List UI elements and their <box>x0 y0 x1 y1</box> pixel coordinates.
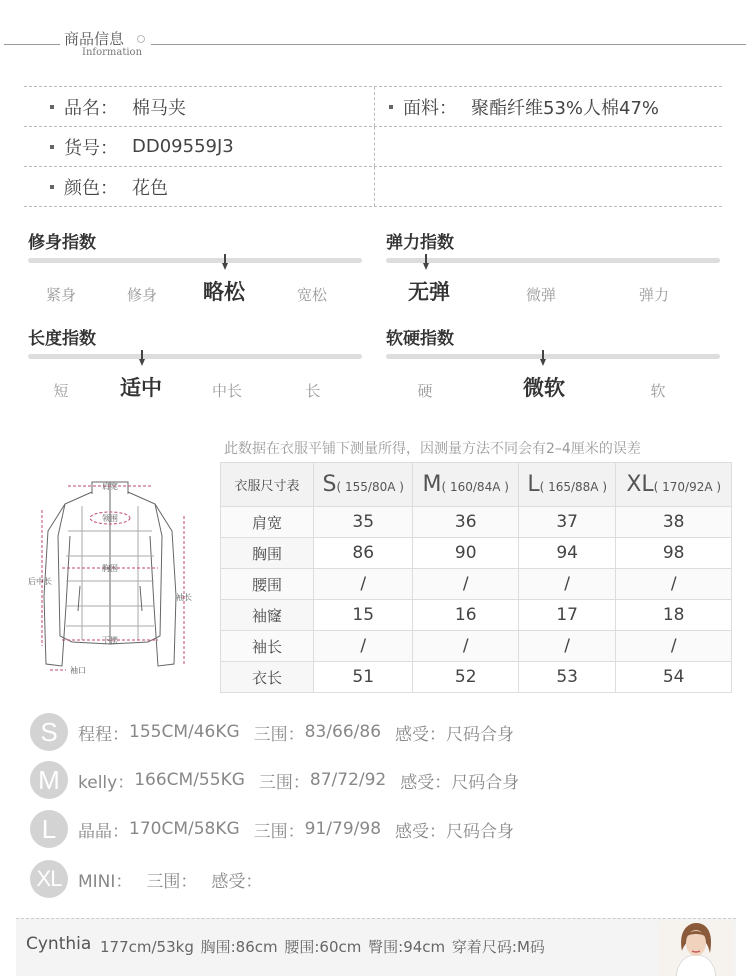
table-cell: 38 <box>616 507 732 538</box>
row-label: 衣长 <box>221 662 314 693</box>
info-value: 棉马夹 <box>132 97 186 119</box>
size-letter: XL <box>626 472 654 497</box>
header-line-left <box>4 44 60 45</box>
info-cell-name <box>24 87 374 126</box>
table-cell: 94 <box>518 538 615 569</box>
size-badge: M <box>30 761 68 799</box>
info-cell-empty <box>374 127 722 166</box>
table-cell: 90 <box>413 538 519 569</box>
model-feel-label: 感受： <box>400 772 452 793</box>
model-three: 91/79/98 <box>304 819 382 839</box>
info-row <box>24 87 722 127</box>
size-spec: ( 160/84A ) <box>441 480 509 494</box>
table-cell: 18 <box>616 600 732 631</box>
index-track <box>28 258 362 263</box>
size-letter: L <box>527 472 540 497</box>
info-label: 颜色： <box>64 177 118 199</box>
index-option: 适中 <box>120 376 162 400</box>
size-spec: ( 170/92A ) <box>653 480 722 494</box>
bullet-icon <box>50 145 54 149</box>
index-option: 弹力 <box>638 286 670 304</box>
model-row-l <box>30 810 514 848</box>
model-feel: 尺码合身 <box>446 821 515 842</box>
info-row <box>24 167 722 207</box>
size-badge: L <box>30 810 68 848</box>
index-title: 长度指数 <box>28 329 96 349</box>
jacket-diagram <box>20 476 200 681</box>
info-cell-fabric <box>374 87 722 126</box>
measurement-note: 此数据在衣服平铺下测量所得，因测量方法不同会有2–4厘米的误差 <box>224 441 641 457</box>
model-name: 晶晶： <box>78 821 129 842</box>
table-cell: 15 <box>314 600 413 631</box>
index-option: 短 <box>53 382 69 400</box>
info-value: 聚酯纤维53%人棉47% <box>471 97 660 119</box>
label-shoulder: 肩宽 <box>102 482 118 491</box>
index-option: 宽松 <box>296 286 328 304</box>
index-title: 弹力指数 <box>386 233 454 253</box>
table-cell: 36 <box>413 507 519 538</box>
label-sleeve: 袖长 <box>176 593 192 602</box>
table-cell: / <box>314 569 413 600</box>
index-option: 修身 <box>126 286 158 304</box>
row-label: 袖窿 <box>221 600 314 631</box>
model-row-xl <box>30 860 262 898</box>
row-label: 袖长 <box>221 631 314 662</box>
model-feel: 尺码合身 <box>446 724 515 745</box>
index-option: 略松 <box>203 280 245 304</box>
label-back-length: 后中长 <box>28 577 52 586</box>
index-option: 软 <box>650 382 666 400</box>
label-hem: 下摆 <box>102 636 118 645</box>
size-col-s <box>314 463 413 507</box>
table-cell: 37 <box>518 507 615 538</box>
table-cell: 52 <box>413 662 519 693</box>
index-marker-icon <box>139 350 145 366</box>
circle-icon <box>137 35 145 43</box>
index-track <box>28 354 362 359</box>
size-col-m <box>413 463 519 507</box>
index-marker-icon <box>222 254 228 270</box>
table-cell: 17 <box>518 600 615 631</box>
model-name: kelly： <box>78 772 135 793</box>
info-cell-sku <box>24 127 374 166</box>
header-line-right <box>151 44 746 45</box>
table-cell: 53 <box>518 662 615 693</box>
bullet-icon <box>50 185 54 189</box>
size-table <box>220 462 732 693</box>
table-row <box>221 662 732 693</box>
row-label: 腰围 <box>221 569 314 600</box>
table-cell: / <box>616 631 732 662</box>
table-cell: 54 <box>616 662 732 693</box>
model-row-s <box>30 713 514 751</box>
row-label: 肩宽 <box>221 507 314 538</box>
size-header-row <box>221 463 732 507</box>
avatar <box>658 921 734 976</box>
model-feel: 尺码合身 <box>451 772 520 793</box>
model-photo <box>658 921 734 976</box>
fit-index <box>24 228 358 318</box>
model-row-m <box>30 761 519 799</box>
info-label: 面料： <box>403 97 457 119</box>
label-collar: 领围 <box>102 514 118 523</box>
featured-model-name: Cynthia <box>26 934 92 954</box>
table-cell: 35 <box>314 507 413 538</box>
softness-index <box>382 324 716 414</box>
table-row <box>221 507 732 538</box>
model-three-label: 三围： <box>146 871 198 892</box>
index-option: 微软 <box>523 376 565 400</box>
row-label: 胸围 <box>221 538 314 569</box>
size-badge: S <box>30 713 68 751</box>
size-letter: S <box>322 472 337 497</box>
model-three: 87/72/92 <box>309 770 387 790</box>
label-chest: 胸围 <box>102 564 118 573</box>
index-option: 长 <box>305 382 321 400</box>
elastic-index <box>382 228 716 318</box>
featured-model-bar <box>16 918 736 976</box>
model-name: 程程： <box>78 724 129 745</box>
index-marker-icon <box>540 350 546 366</box>
table-cell: 98 <box>616 538 732 569</box>
table-cell: 86 <box>314 538 413 569</box>
length-index <box>24 324 358 414</box>
table-cell: / <box>518 631 615 662</box>
table-row <box>221 538 732 569</box>
model-three-label: 三围： <box>253 821 305 842</box>
info-cell-color <box>24 167 374 206</box>
index-track <box>386 258 720 263</box>
bullet-icon <box>389 105 393 109</box>
index-option: 紧身 <box>45 286 77 304</box>
section-title: 商品信息 <box>64 30 125 48</box>
size-spec: ( 155/80A ) <box>336 480 404 494</box>
info-label: 货号： <box>64 137 118 159</box>
index-track <box>386 354 720 359</box>
table-cell: / <box>616 569 732 600</box>
model-measure: 166CM/55KG <box>134 770 245 790</box>
model-measure: 155CM/46KG <box>129 722 240 742</box>
size-col-xl <box>616 463 732 507</box>
index-option: 中长 <box>211 382 243 400</box>
section-subtitle: Information <box>82 47 143 58</box>
index-option: 无弹 <box>408 280 450 304</box>
jacket-illustration <box>20 476 200 681</box>
model-feel-label: 感受： <box>395 724 447 745</box>
table-row <box>221 631 732 662</box>
product-info-table <box>24 86 722 207</box>
model-three-label: 三围： <box>258 772 310 793</box>
index-marker-icon <box>423 254 429 270</box>
size-col-l <box>518 463 615 507</box>
info-value: DD09559J3 <box>132 136 234 157</box>
index-title: 软硬指数 <box>386 329 454 349</box>
table-cell: / <box>518 569 615 600</box>
size-badge: XL <box>30 860 68 898</box>
table-cell: / <box>413 569 519 600</box>
model-three-label: 三围： <box>253 724 305 745</box>
table-cell: 16 <box>413 600 519 631</box>
model-feel-label: 感受： <box>395 821 447 842</box>
info-label: 品名： <box>64 97 118 119</box>
table-cell: / <box>314 631 413 662</box>
size-letter: M <box>422 472 442 497</box>
model-measure: 170CM/58KG <box>129 819 240 839</box>
table-row <box>221 600 732 631</box>
bullet-icon <box>50 105 54 109</box>
info-value: 花色 <box>132 177 168 199</box>
table-row <box>221 569 732 600</box>
model-feel-label: 感受： <box>211 871 263 892</box>
index-title: 修身指数 <box>28 233 96 253</box>
label-cuff: 袖口 <box>70 666 86 675</box>
index-option: 硬 <box>417 382 433 400</box>
info-cell-empty <box>374 167 722 206</box>
model-three: 83/66/86 <box>304 722 382 742</box>
info-row <box>24 127 722 167</box>
size-spec: ( 165/88A ) <box>539 480 608 494</box>
table-cell: 51 <box>314 662 413 693</box>
model-name: MINI： <box>78 871 133 892</box>
index-option: 微弹 <box>525 286 557 304</box>
featured-model-stats: 177cm/53kg 胸围:86cm 腰围:60cm 臀围:94cm 穿着尺码:M码 <box>100 938 545 956</box>
size-table-title: 衣服尺寸表 <box>221 463 314 507</box>
table-cell: / <box>413 631 519 662</box>
